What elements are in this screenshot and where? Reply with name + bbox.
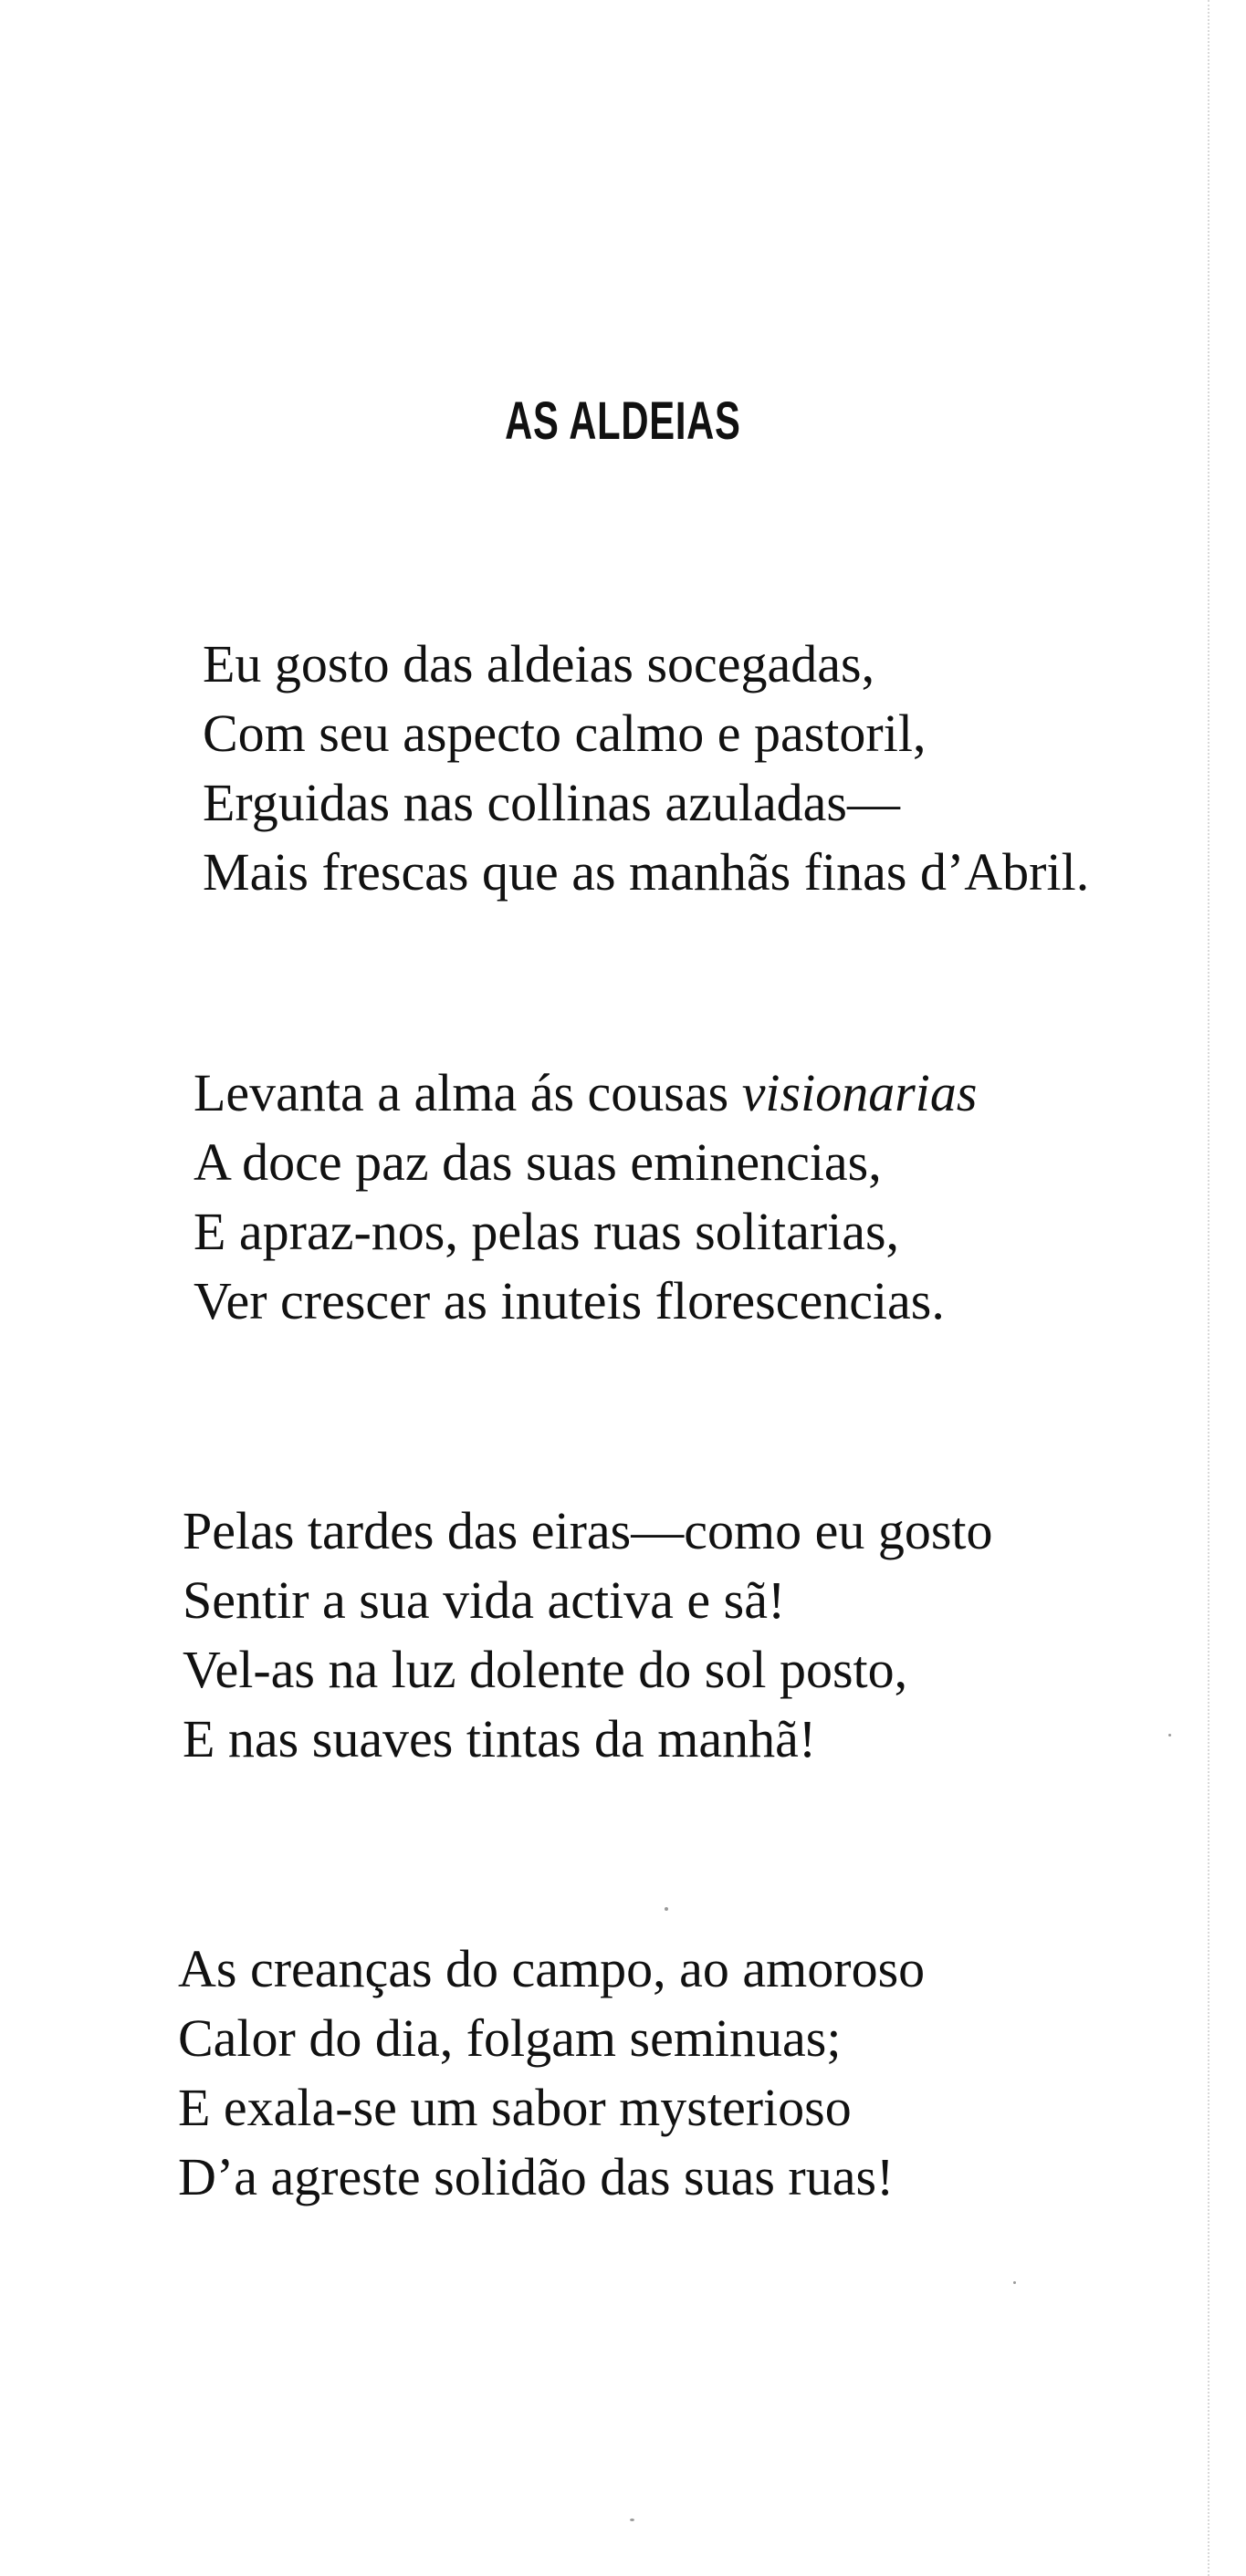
italic-word: visionarias: [741, 1063, 978, 1122]
paper-speck: [665, 1907, 668, 1911]
verse-line: Vel-as na luz dolente do sol posto,: [183, 1640, 908, 1699]
verse-line: E exala-se um sabor mysterioso: [178, 2078, 852, 2137]
stanza-3: [183, 1497, 993, 1774]
verse-line: E nas suaves tintas da manhã!: [183, 1709, 817, 1768]
verse-line: Eu gosto das aldeias socegadas,: [203, 634, 875, 694]
verse-line: Pelas tardes das eiras—como eu gosto: [183, 1501, 993, 1560]
verse-line-lead: Levanta a alma ás cousas: [194, 1063, 742, 1122]
verse-line: A doce paz das suas eminencias,: [194, 1132, 882, 1192]
paper-speck: [1168, 1734, 1171, 1736]
verse-line-with-italic: [194, 1059, 978, 1128]
stanza-4: [178, 1935, 925, 2212]
verse-line: E apraz-nos, pelas ruas solitarias,: [194, 1202, 900, 1261]
verse-line: Erguidas nas collinas azuladas—: [203, 773, 900, 832]
verse-line: Sentir a sua vida activa e sã!: [183, 1570, 786, 1630]
paper-speck: [630, 2519, 634, 2521]
paper-speck: [1013, 2281, 1016, 2284]
poem-title: AS ALDEIAS: [505, 391, 741, 451]
verse-line: Mais frescas que as manhãs finas d’Abril.: [203, 842, 1090, 902]
verse-line: D’a agreste solidão das suas ruas!: [178, 2147, 895, 2206]
stanza-2: [194, 1059, 978, 1336]
page-edge: [1208, 0, 1209, 2576]
verse-line: Ver crescer as inuteis florescencias.: [194, 1271, 945, 1330]
verse-line: Com seu aspecto calmo e pastoril,: [203, 704, 927, 763]
stanza-1: [203, 630, 1089, 907]
verse-line: As creanças do campo, ao amoroso: [178, 1939, 926, 1998]
verse-line: Calor do dia, folgam seminuas;: [178, 2008, 842, 2068]
